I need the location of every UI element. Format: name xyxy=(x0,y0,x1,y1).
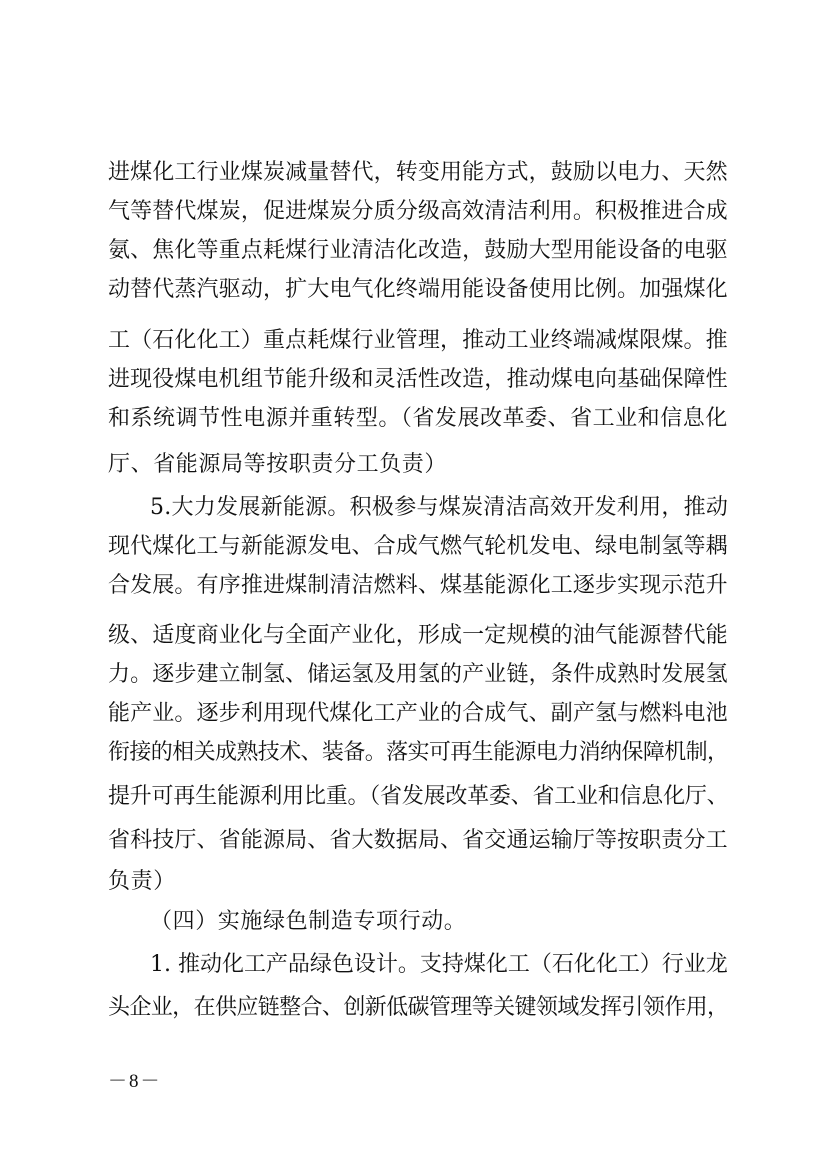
text-line: 力。逐步建立制氢、储运氢及用氢的产业链，条件成熟时发展氢 xyxy=(108,662,728,687)
text-line: 能产业。逐步利用现代煤化工产业的合成气、副产氢与燃料电池 xyxy=(108,701,728,726)
text-line: 动替代蒸汽驱动，扩大电气化终端用能设备使用比例。加强煤化 xyxy=(108,277,728,302)
page-number: －8－ xyxy=(108,1071,162,1092)
paragraph-heading-5: 5.大力发展新能源。积极参与煤炭清洁高效开发利用，推动 xyxy=(150,495,729,520)
text-line: 提升可再生能源利用比重。（省发展改革委、省工业和信息化厅、 xyxy=(108,784,729,809)
text-line: 合发展。有序推进煤制清洁燃料、煤基能源化工逐步实现示范升 xyxy=(108,573,728,598)
text-line: 气等替代煤炭，促进煤炭分质分级高效清洁利用。积极推进合成 xyxy=(108,199,728,224)
section-heading: （四）实施绿色制造专项行动。 xyxy=(150,909,467,934)
text-line: 进现役煤电机组节能升级和灵活性改造，推动煤电向基础保障性 xyxy=(108,367,728,392)
text-line: 衔接的相关成熟技术、装备。落实可再生能源电力消纳保障机制， xyxy=(108,740,729,765)
text-line: 现代煤化工与新能源发电、合成气燃气轮机发电、绿电制氢等耦 xyxy=(108,534,728,559)
text-line: 厅、省能源局等按职责分工负责） xyxy=(108,452,448,477)
text-line: 氨、焦化等重点耗煤行业清洁化改造，鼓励大型用能设备的电驱 xyxy=(108,238,728,263)
text-line: 工（石化化工）重点耗煤行业管理，推动工业终端减煤限煤。推 xyxy=(108,328,728,353)
paragraph-heading-1: 1. 推动化工产品绿色设计。支持煤化工（石化化工）行业龙 xyxy=(150,952,728,977)
text-line: 负责） xyxy=(108,869,176,894)
text-line: 和系统调节性电源并重转型。（省发展改革委、省工业和信息化 xyxy=(108,406,728,431)
text-line: 进煤化工行业煤炭减量替代，转变用能方式，鼓励以电力、天然 xyxy=(108,160,728,185)
text-line: 省科技厅、省能源局、省大数据局、省交通运输厅等按职责分工 xyxy=(108,828,728,853)
text-line: 头企业，在供应链整合、创新低碳管理等关键领域发挥引领作用， xyxy=(108,995,729,1020)
text-line: 级、适度商业化与全面产业化，形成一定规模的油气能源替代能 xyxy=(108,623,728,648)
